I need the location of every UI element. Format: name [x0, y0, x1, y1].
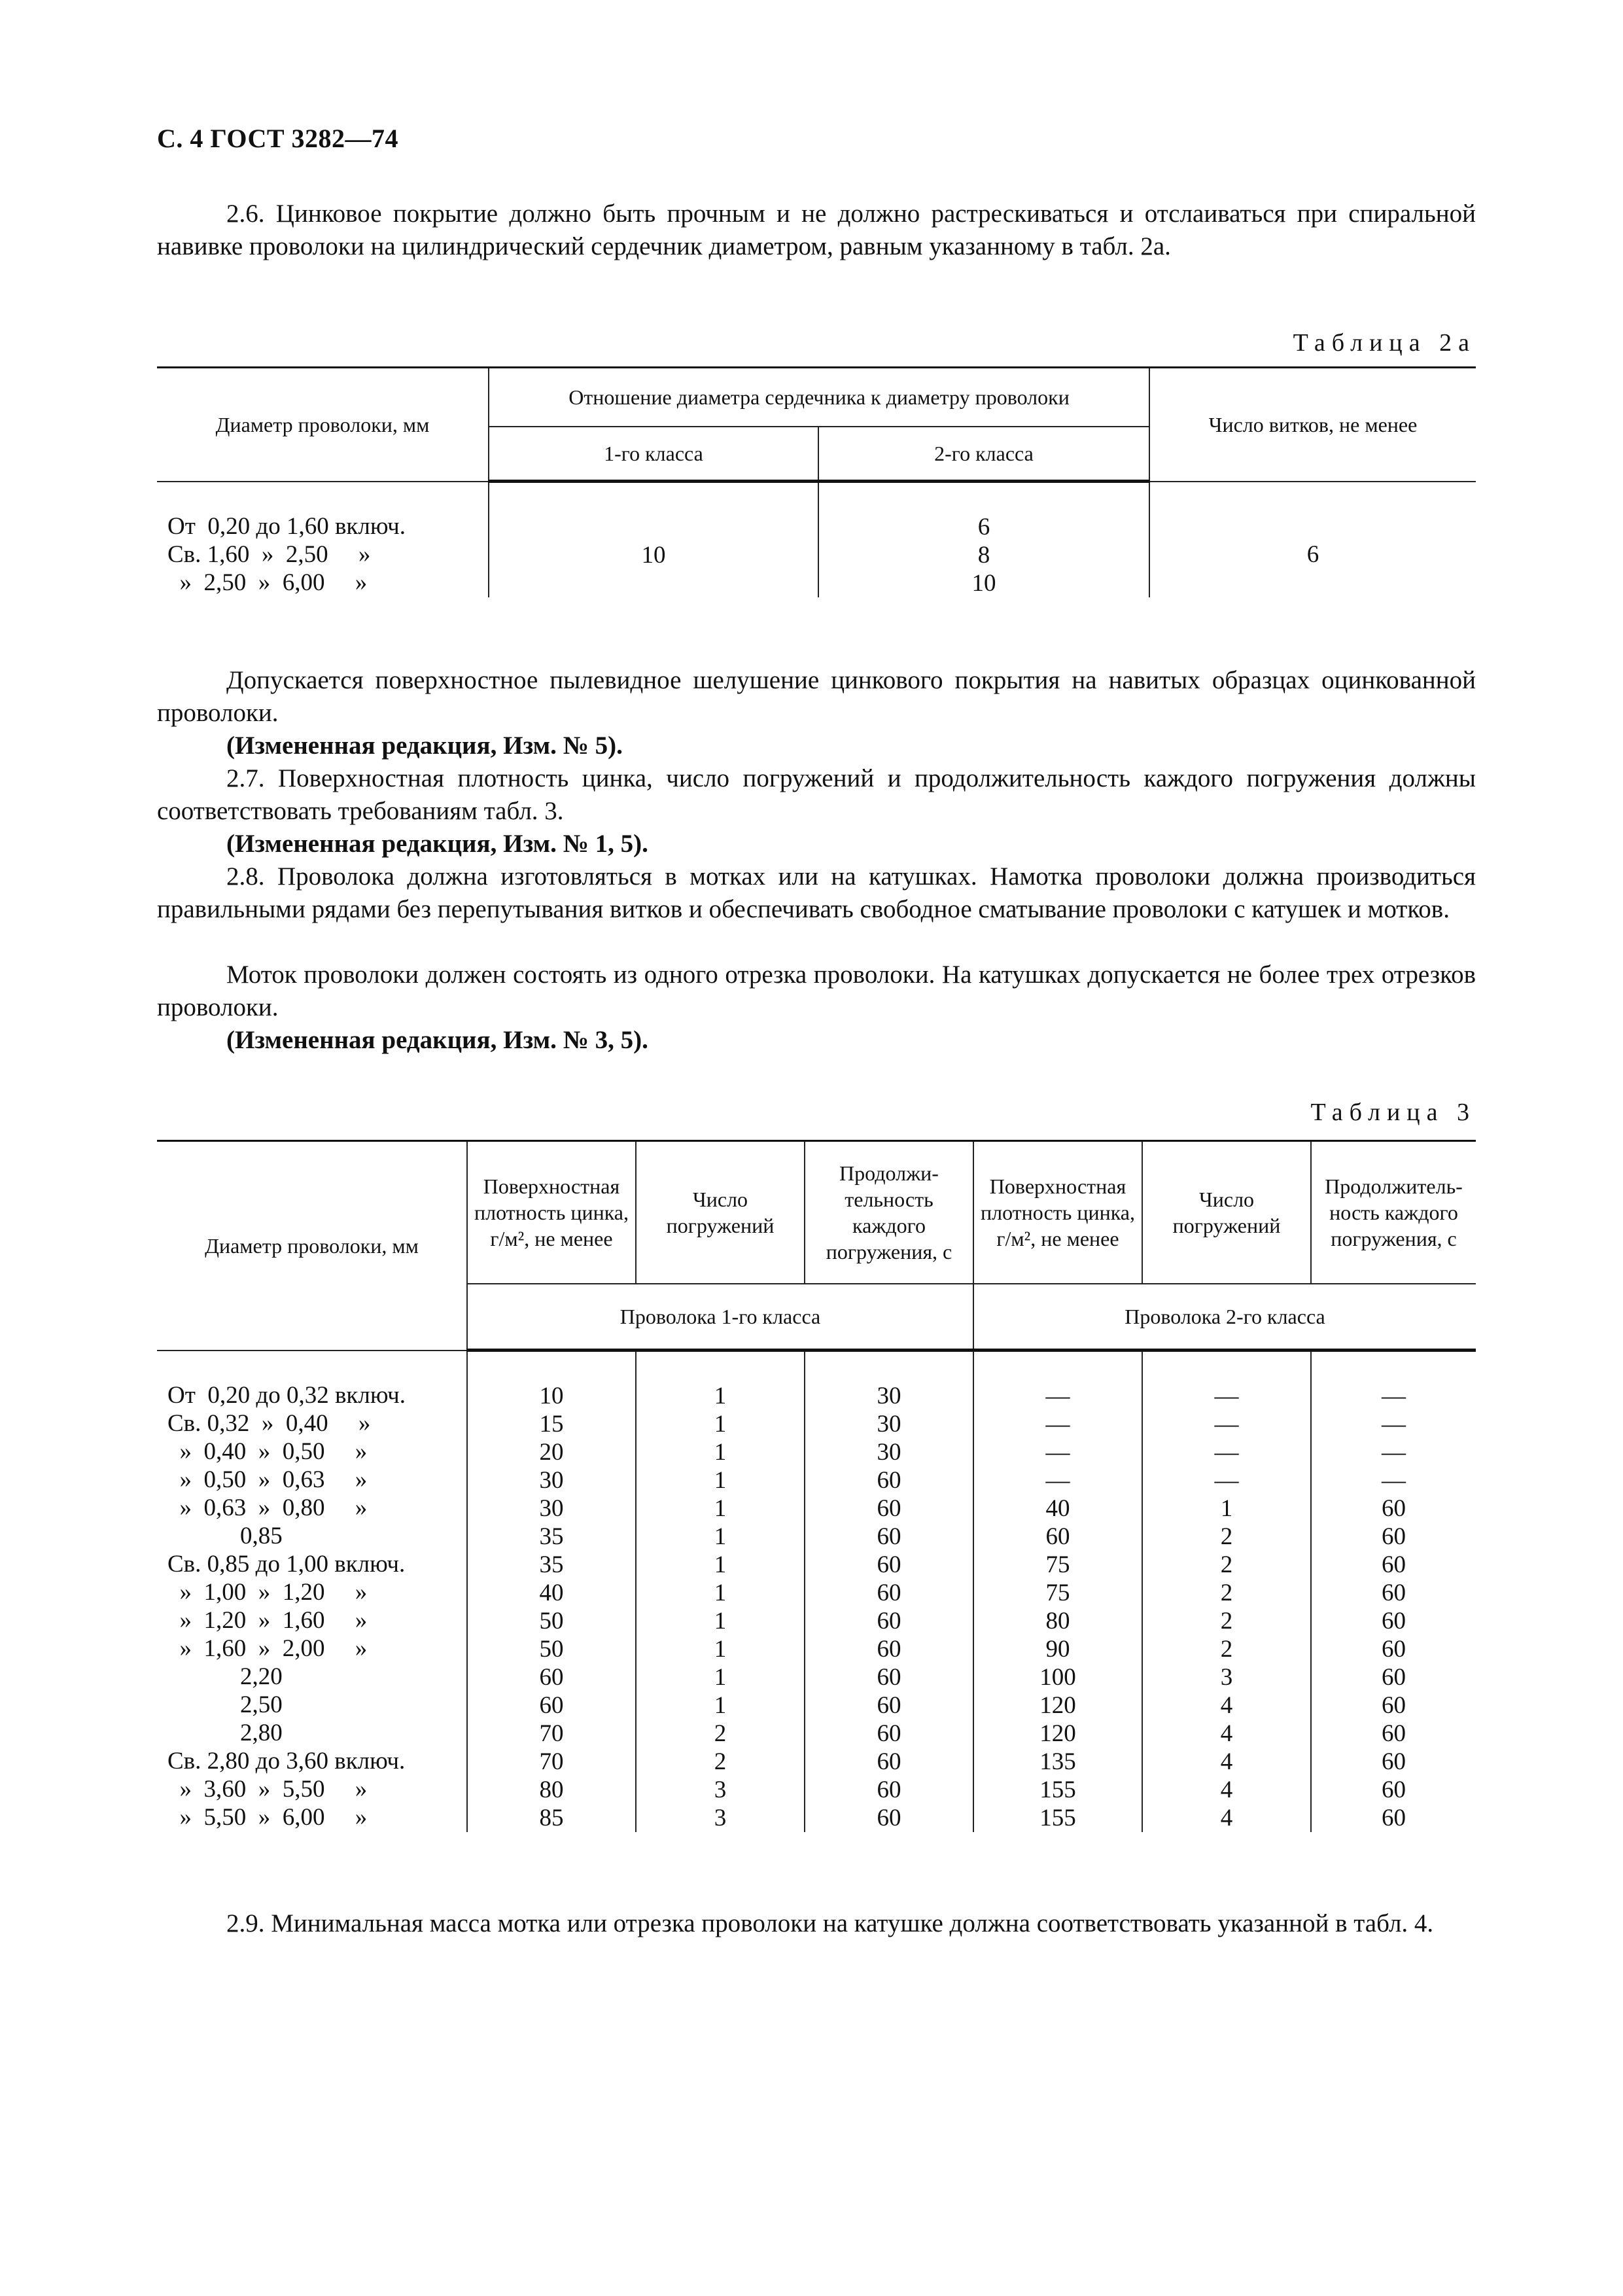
table-cell: 60	[1382, 1495, 1406, 1522]
table-3	[157, 1140, 1476, 1832]
table-2a-header-ratio: Отношение диаметра сердечника к диаметру проволоки	[489, 368, 1149, 427]
table-cell: 1	[714, 1467, 727, 1494]
table-cell: 60	[877, 1720, 901, 1747]
table-cell: 35	[539, 1551, 564, 1578]
table-2a	[157, 366, 1476, 597]
table-2a-header-class2: 2-го класса	[818, 427, 1149, 482]
table-cell: 2	[1220, 1608, 1233, 1634]
table-cell: —	[1382, 1411, 1406, 1438]
table-cell: 135	[1039, 1748, 1076, 1775]
table-cell: 60	[877, 1692, 901, 1719]
table-cell: 60	[1382, 1523, 1406, 1550]
table-cell: 100	[1039, 1664, 1076, 1691]
table-cell: 60	[1382, 1636, 1406, 1663]
table-cell: —	[1214, 1383, 1239, 1409]
table-cell: 20	[539, 1439, 564, 1466]
revision-note-3-5: (Измененная редакция, Изм. № 3, 5).	[226, 1026, 648, 1054]
table-cell: 4	[1220, 1692, 1233, 1719]
table-cell: 60	[877, 1495, 901, 1522]
table-3-col-duration2	[1311, 1351, 1476, 1833]
table-cell: 90	[1045, 1636, 1070, 1663]
table-cell: 2	[714, 1720, 727, 1747]
table-3-group-class2: Проволока 2-го класса	[973, 1284, 1476, 1351]
table-3-col-dips2	[1142, 1351, 1311, 1833]
table-cell: 1	[714, 1551, 727, 1578]
table-cell: 2	[1220, 1636, 1233, 1663]
table-2a-diameters: От 0,20 до 1,60 включ. Св. 1,60 » 2,50 » » 2,50 » 6,00 »	[157, 482, 489, 598]
table-cell: 60	[1382, 1608, 1406, 1634]
table-cell: 4	[1220, 1805, 1233, 1831]
table-2a-class2-values	[818, 482, 1149, 598]
table-cell: 10	[971, 570, 996, 597]
table-cell: 3	[1220, 1664, 1233, 1691]
table-cell: 80	[1045, 1608, 1070, 1634]
table-cell: 4	[1220, 1748, 1233, 1775]
revision-note-1-5: (Измененная редакция, Изм. № 1, 5).	[226, 830, 648, 858]
table-2a-header-turns: Число витков, не менее	[1149, 368, 1476, 482]
table-cell: 1	[714, 1411, 727, 1438]
table-2a-header-diameter: Диаметр проволоки, мм	[157, 368, 489, 482]
table-3-header-duration-2: Продолжитель-ность каждого погружения, с	[1311, 1141, 1476, 1284]
table-3-header-duration-1: Продолжи-тельность каждого погружения, с	[805, 1141, 973, 1284]
table-cell: 80	[539, 1776, 564, 1803]
table-cell: 4	[1220, 1776, 1233, 1803]
table-2a-class1-value: 10	[489, 482, 818, 598]
table-cell: 30	[539, 1495, 564, 1522]
table-cell: 2	[714, 1748, 727, 1775]
table-cell: 1	[714, 1439, 727, 1466]
table-cell: 60	[1382, 1664, 1406, 1691]
table-3-diameters: От 0,20 до 0,32 включ. Св. 0,32 » 0,40 » » 0,40 » 0,50 » » 0,50 » 0,63 » » 0,63 » 0,80 » 0,85 Св. 0,85 до 1,00 включ. » 1,00 » 1,20 » » 1,20 » 1,60 » » 1,60 » 2,00 » 2,20 2,50 2,80 Св. 2,80 до 3,60 включ. » 3,60 » 5,50 » » 5,50 » 6,00 »	[157, 1351, 467, 1833]
table-cell: 60	[1382, 1720, 1406, 1747]
paragraph-2-7: 2.7. Поверхностная плотность цинка, число погружений и продолжительность каждого погружения должны соответствовать требованиям табл. 3.	[157, 764, 1476, 825]
table-3-header-density-1: Поверхностная плотность цинка, г/м², не менее	[467, 1141, 636, 1284]
table-cell: 75	[1045, 1580, 1070, 1606]
table-cell: 60	[539, 1664, 564, 1691]
paragraph-2-6: 2.6. Цинковое покрытие должно быть прочным и не должно растрескиваться и отслаиваться при спиральной навивке проволоки на цилиндрический сердечник диаметром, равным указанному в табл. 2а.	[157, 200, 1476, 260]
table-2a-caption: Таблица 2а	[1293, 329, 1476, 357]
paragraph-2-9: 2.9. Минимальная масса мотка или отрезка проволоки на катушке должна соответствовать указанной в табл. 4.	[226, 1909, 1434, 1937]
table-3-header-dips-1: Число погружений	[636, 1141, 805, 1284]
table-cell: 2	[1220, 1523, 1233, 1550]
table-3-col-dips1	[636, 1351, 805, 1833]
table-3-col-duration1	[805, 1351, 973, 1833]
table-cell: 1	[714, 1580, 727, 1606]
table-3-header-diameter: Диаметр проволоки, мм	[157, 1141, 467, 1351]
table-cell: 60	[877, 1805, 901, 1831]
table-cell: 60	[1382, 1551, 1406, 1578]
table-cell: 30	[539, 1467, 564, 1494]
table-3-group-class1: Проволока 1-го класса	[467, 1284, 973, 1351]
table-cell: —	[1382, 1383, 1406, 1409]
table-2a-turns-value: 6	[1149, 482, 1476, 598]
table-cell: —	[1045, 1467, 1070, 1494]
table-cell: 60	[877, 1748, 901, 1775]
table-cell: 120	[1039, 1692, 1076, 1719]
paragraph-allowed: Допускается поверхностное пылевидное шелушение цинкового покрытия на навитых образцах оцинкованной проволоки.	[157, 666, 1476, 727]
table-cell: 8	[977, 542, 990, 569]
table-3-header-dips-2: Число погружений	[1142, 1141, 1311, 1284]
table-cell: 40	[539, 1580, 564, 1606]
table-cell: 60	[877, 1523, 901, 1550]
table-cell: 2	[1220, 1551, 1233, 1578]
table-cell: 1	[714, 1636, 727, 1663]
table-cell: 30	[877, 1439, 901, 1466]
table-3-col-density2	[973, 1351, 1142, 1833]
table-cell: 70	[539, 1748, 564, 1775]
table-cell: 85	[539, 1805, 564, 1831]
table-cell: 35	[539, 1523, 564, 1550]
table-cell: 60	[1382, 1776, 1406, 1803]
table-cell: 60	[877, 1664, 901, 1691]
table-cell: 60	[877, 1608, 901, 1634]
table-2a-header-class1: 1-го класса	[489, 427, 818, 482]
table-cell: 60	[877, 1467, 901, 1494]
revision-note-5: (Измененная редакция, Изм. № 5).	[226, 732, 623, 760]
table-3-caption: Таблица 3	[1310, 1099, 1476, 1126]
table-cell: —	[1214, 1467, 1239, 1494]
table-cell: —	[1214, 1439, 1239, 1466]
table-cell: 60	[539, 1692, 564, 1719]
paragraph-coil: Моток проволоки должен состоять из одного отрезка проволоки. На катушках допускается не более трех отрезков проволоки.	[157, 961, 1476, 1021]
table-cell: 155	[1039, 1805, 1076, 1831]
table-cell: —	[1045, 1439, 1070, 1466]
table-cell: 60	[1382, 1748, 1406, 1775]
table-cell: 60	[1382, 1692, 1406, 1719]
table-cell: 60	[877, 1580, 901, 1606]
table-cell: 1	[714, 1383, 727, 1409]
table-cell: 1	[714, 1523, 727, 1550]
table-cell: —	[1382, 1467, 1406, 1494]
table-cell: 40	[1045, 1495, 1070, 1522]
table-cell: 75	[1045, 1551, 1070, 1578]
table-cell: 2	[1220, 1580, 1233, 1606]
table-cell: 4	[1220, 1720, 1233, 1747]
table-cell: 3	[714, 1776, 727, 1803]
table-cell: 60	[877, 1776, 901, 1803]
table-cell: 3	[714, 1805, 727, 1831]
table-cell: —	[1045, 1383, 1070, 1409]
table-cell: 1	[1220, 1495, 1233, 1522]
table-cell: —	[1045, 1411, 1070, 1438]
table-cell: 50	[539, 1608, 564, 1634]
table-cell: 10	[539, 1383, 564, 1409]
table-cell: 120	[1039, 1720, 1076, 1747]
table-cell: 15	[539, 1411, 564, 1438]
table-cell: 60	[1382, 1580, 1406, 1606]
table-cell: 1	[714, 1692, 727, 1719]
table-cell: 30	[877, 1383, 901, 1409]
table-cell: 50	[539, 1636, 564, 1663]
table-cell: 1	[714, 1495, 727, 1522]
table-cell: 1	[714, 1664, 727, 1691]
table-cell: 70	[539, 1720, 564, 1747]
page-header: С. 4 ГОСТ 3282—74	[157, 124, 399, 153]
table-cell: 6	[977, 514, 990, 540]
table-cell: 30	[877, 1411, 901, 1438]
table-cell: 155	[1039, 1776, 1076, 1803]
table-cell: 60	[1045, 1523, 1070, 1550]
table-cell: 60	[1382, 1805, 1406, 1831]
table-cell: —	[1214, 1411, 1239, 1438]
paragraph-2-8: 2.8. Проволока должна изготовляться в мотках или на катушках. Намотка проволоки должна производиться правильными рядами без перепутывания витков и обеспечивать свободное сматывание проволоки с катушек и мотков.	[157, 862, 1476, 923]
table-3-col-density1	[467, 1351, 636, 1833]
table-cell: —	[1382, 1439, 1406, 1466]
table-3-header-density-2: Поверхностная плотность цинка, г/м², не менее	[973, 1141, 1142, 1284]
table-cell: 60	[877, 1551, 901, 1578]
table-cell: 1	[714, 1608, 727, 1634]
table-cell: 60	[877, 1636, 901, 1663]
